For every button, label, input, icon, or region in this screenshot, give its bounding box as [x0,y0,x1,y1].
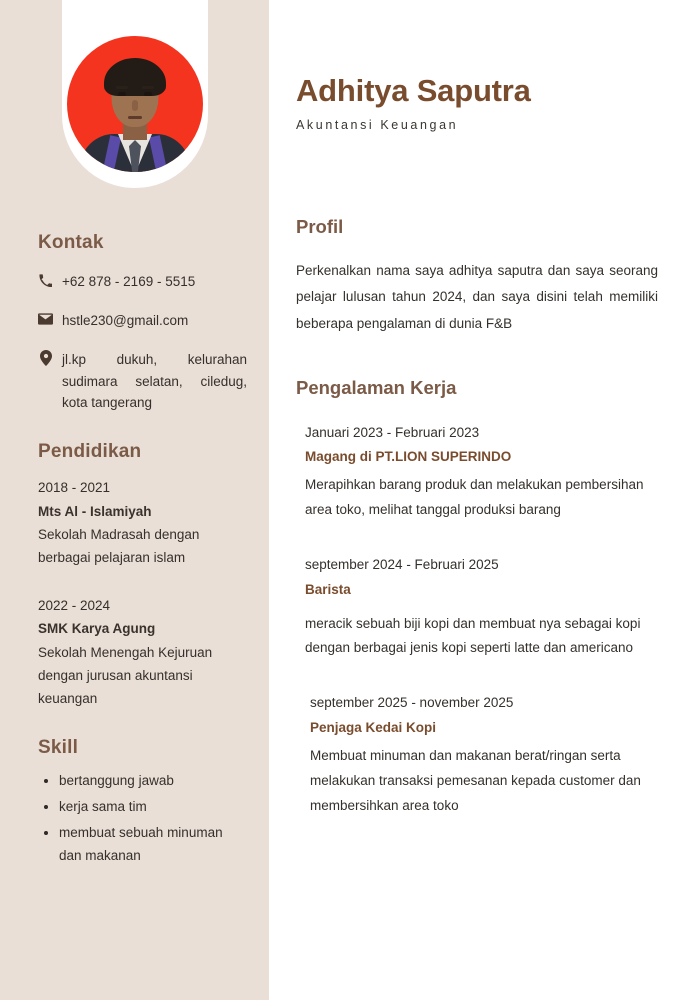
experience-heading: Pengalaman Kerja [296,377,457,399]
envelope-icon [38,311,53,328]
experience-title: Barista [305,581,351,597]
experience-title: Magang di PT.LION SUPERINDO [305,449,512,465]
experience-entry [305,553,658,661]
education-entry [38,594,247,710]
profile-photo [67,36,203,172]
skill-heading: Skill [38,737,79,759]
profile-section [296,216,658,337]
experience-list [296,421,658,819]
main-content [269,0,694,1000]
candidate-name: Adhitya Saputra [296,73,531,108]
photo-mouth [128,116,142,119]
contact-item-email[interactable] [38,310,247,332]
location-pin-icon [38,350,53,367]
contact-item-address[interactable] [38,349,247,415]
skill-section [0,737,269,868]
experience-description: meracik sebuah biji kopi dan membuat nya sebagai kopi dengan berbagai jenis kopi seperti latte dan americano [305,615,641,656]
experience-entry [305,691,658,818]
candidate-role: Akuntansi Keuangan [296,118,459,133]
address-value: jl.kp dukuh, kelurahan sudimara selatan, ciledug, kota tangerang [62,351,247,411]
profile-heading: Profil [296,216,344,238]
education-heading: Pendidikan [38,441,142,463]
experience-title: Penjaga Kedai Kopi [310,719,437,735]
contact-item-phone[interactable] [38,271,247,293]
contact-section [0,232,269,414]
sidebar-body [0,232,269,868]
photo-eye-right [144,92,152,96]
education-date: 2018 - 2021 [38,480,111,496]
education-description: Sekolah Madrasah dengan berbagai pelajaran islam [38,526,200,565]
email-value: hstle230@gmail.com [62,312,189,328]
contact-heading: Kontak [38,232,104,253]
sidebar [0,0,269,1000]
skill-list [38,769,247,868]
experience-date: september 2024 - Februari 2025 [305,557,499,573]
phone-value: +62 878 - 2169 - 5515 [62,274,196,289]
experience-date: september 2025 - november 2025 [310,695,514,711]
experience-date: Januari 2023 - Februari 2023 [305,425,480,441]
education-date: 2022 - 2024 [38,598,111,614]
photo-eye-left [118,92,126,96]
experience-entry [305,421,658,523]
phone-icon [38,272,53,289]
experience-description: Merapihkan barang produk dan melakukan pembersihan area toko, melihat tanggal produksi barang [305,477,644,518]
skill-item: kerja sama tim [38,795,247,819]
education-description: Sekolah Menengah Kejuruan dengan jurusan akuntansi keuangan [38,644,213,707]
experience-description: Membuat minuman dan makanan berat/ringan serta melakukan transaksi pemesanan kepada customer dan membersihkan area toko [310,747,641,813]
photo-brow-right [142,86,154,89]
education-school: Mts Al - Islamiyah [38,503,152,519]
skill-item: bertanggung jawab [38,769,247,793]
education-entry [38,476,247,569]
education-school: SMK Karya Agung [38,621,156,637]
photo-frame [62,0,208,188]
education-section [0,441,269,710]
experience-section [296,377,658,819]
skill-item: membuat sebuah minuman dan makanan [38,821,247,868]
profile-text: Perkenalkan nama saya adhitya saputra dan saya seorang pelajar lulusan tahun 2024, dan saya disini telah memiliki beberapa pengalaman di dunia F&B [296,263,658,331]
photo-nose [132,100,138,111]
photo-brow-left [116,86,128,89]
photo-hair [104,58,166,96]
